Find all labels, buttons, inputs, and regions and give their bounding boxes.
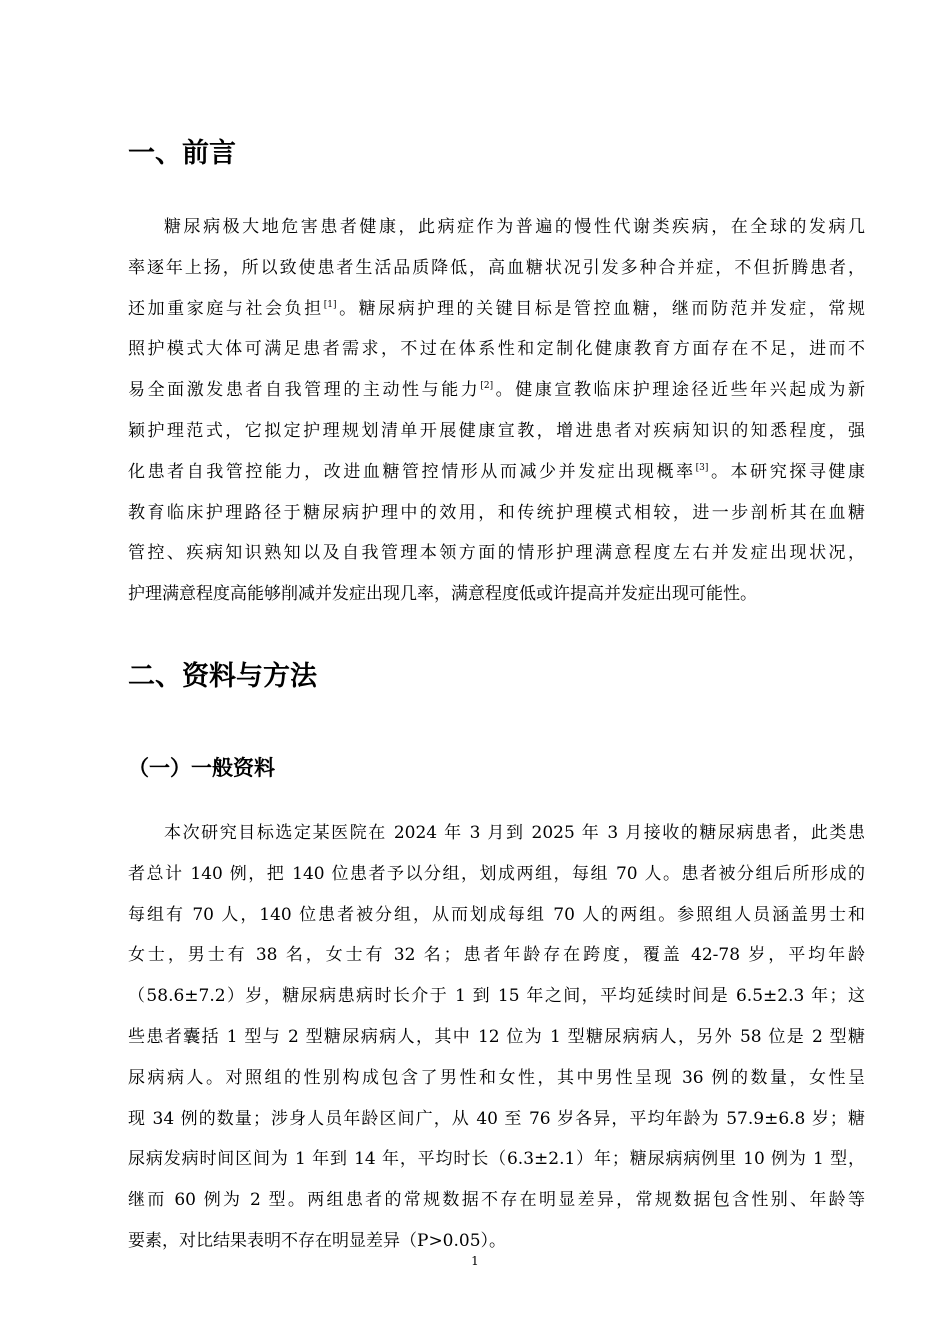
paragraph-line: 颖护理范式，它拟定护理规划清单开展健康宣教，增进患者对疾病知识的知悉程度，强: [128, 420, 865, 441]
paragraph-line: 尿病病人。对照组的性别构成包含了男性和女性，其中男性呈现 36 例的数量，女性呈: [128, 1067, 865, 1088]
page-number: 1: [471, 1254, 479, 1268]
paragraph-line: 尿病发病时间区间为 1 年到 14 年，平均时长（6.3±2.1）年；糖尿病病例里 10 例为 1 型，: [128, 1149, 865, 1170]
paragraph-line: 女士，男士有 38 名，女士有 32 名；患者年龄存在跨度，覆盖 42-78 岁，平均年龄: [128, 945, 865, 966]
paragraph-line: 管控、疾病知识熟知以及自我管理本领方面的情形护理满意程度左右并发症出现状况，: [128, 543, 865, 564]
paragraph-line: （58.6±7.2）岁，糖尿病患病时长介于 1 到 15 年之间，平均延续时间是 6.5±2.3 年；这: [128, 986, 865, 1007]
paragraph-line: 教育临床护理路径于糖尿病护理中的效用，和传统护理模式相较，进一步剖析其在血糖: [128, 502, 865, 523]
paragraph-line: [128, 289, 865, 330]
introduction-paragraph: [128, 207, 865, 615]
paragraph-line: 现 34 例的数量；涉身人员年龄区间广，从 40 至 76 岁各异，平均年龄为 57.9±6.8 岁；糖: [128, 1108, 865, 1129]
paragraph-line: 每组有 70 人，140 位患者被分组，从而划成每组 70 人的两组。参照组人员涵盖男士和: [128, 904, 865, 925]
text-segment: 。糖尿病护理的关键目标是管控血糖，继而防范并发症，常规: [336, 298, 866, 319]
paragraph-line: 本次研究目标选定某医院在 2024 年 3 月到 2025 年 3 月接收的糖尿病患者，此类患: [164, 823, 865, 843]
paragraph-line: 率逐年上扬，所以致使患者生活品质降低，高血糖状况引发多种合并症，不但折腾患者，: [128, 257, 865, 278]
text-segment: 。本研究探寻健康: [708, 461, 866, 482]
paragraph-line: [128, 452, 865, 493]
section-heading-introduction: 一、前言: [128, 138, 236, 169]
paragraph-line: [128, 370, 865, 411]
paragraph-line: 者总计 140 例，把 140 位患者予以分组，划成两组，每组 70 人。患者被分组后所形成的: [128, 863, 865, 884]
citation-ref: [1]: [323, 299, 337, 310]
paragraph-line: 护理满意程度高能够削减并发症出现几率，满意程度低或许提高并发症出现可能性。: [128, 584, 757, 605]
citation-ref: [3]: [695, 462, 709, 473]
subsection-heading-general-data: （一）一般资料: [128, 756, 275, 780]
text-segment: 。健康宣教临床护理途径近些年兴起成为新: [493, 380, 866, 401]
citation-ref: [2]: [480, 381, 494, 392]
paragraph-line: 照护模式大体可满足患者需求，不过在体系性和定制化健康教育方面存在不足，进而不: [128, 339, 865, 360]
paragraph-line: 些患者囊括 1 型与 2 型糖尿病病人，其中 12 位为 1 型糖尿病病人，另外 58 位是 2 型糖: [128, 1026, 865, 1047]
text-segment: 化患者自我管控能力，改进血糖管控情形从而减少并发症出现概率: [128, 461, 696, 482]
text-segment: 易全面激发患者自我管理的主动性与能力: [128, 380, 481, 401]
section-heading-materials-methods: 二、资料与方法: [128, 661, 317, 692]
paragraph-line: 继而 60 例为 2 型。两组患者的常规数据不存在明显差异，常规数据包含性别、年龄等: [128, 1190, 865, 1211]
paragraph-line: 糖尿病极大地危害患者健康，此病症作为普遍的慢性代谢类疾病，在全球的发病几: [164, 217, 865, 237]
paragraph-line: 要素，对比结果表明不存在明显差异（P>0.05）。: [128, 1230, 507, 1251]
text-segment: 还加重家庭与社会负担: [128, 298, 324, 319]
general-data-paragraph: [128, 813, 865, 1262]
